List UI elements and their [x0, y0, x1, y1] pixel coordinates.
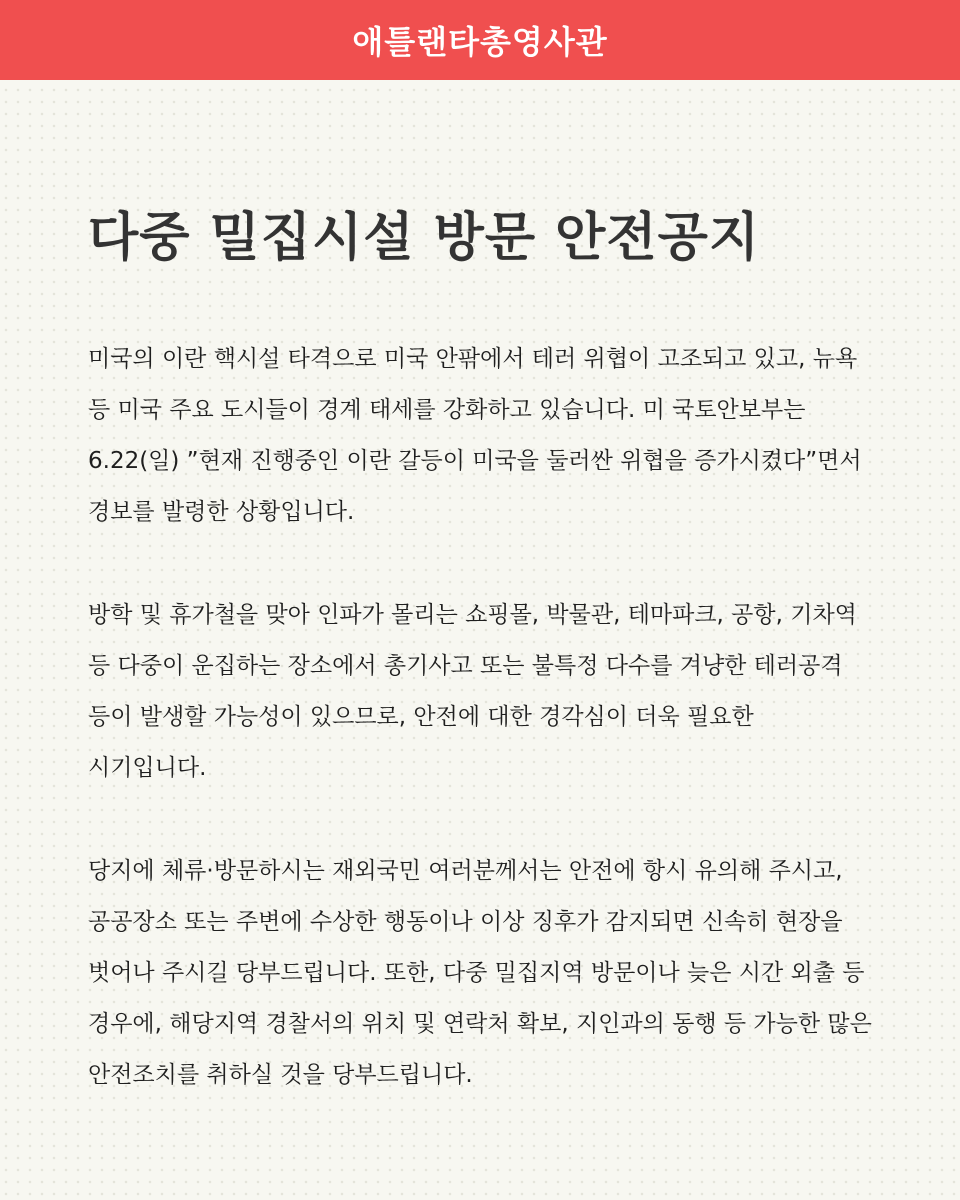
notice-paragraph-1: 미국의 이란 핵시설 타격으로 미국 안팎에서 테러 위협이 고조되고 있고, 뉴욕 등 미국 주요 도시들이 경계 태세를 강화하고 있습니다. 미 국토안보부는 6.22(일) ”현재 진행중인 이란 갈등이 미국을 둘러싼 위협을 증가시켰다”면서 경보를 발령한 상황입니다.: [88, 346, 862, 525]
notice-content: [88, 200, 872, 1101]
notice-paragraph-2: 방학 및 휴가철을 맞아 인파가 몰리는 쇼핑몰, 박물관, 테마파크, 공항, 기차역 등 다중이 운집하는 장소에서 총기사고 또는 불특정 다수를 겨냥한 테러공격 등이 발생할 가능성이 있으므로, 안전에 대한 경각심이 더욱 필요한 시기입니다.: [88, 602, 857, 781]
header-bar: [0, 0, 960, 80]
consulate-name: 애틀랜타총영사관: [352, 23, 608, 61]
notice-title: 다중 밀집시설 방문 안전공지: [88, 208, 761, 268]
notice-paragraph-3: 당지에 체류·방문하시는 재외국민 여러분께서는 안전에 항시 유의해 주시고, 공공장소 또는 주변에 수상한 행동이나 이상 징후가 감지되면 신속히 현장을 벗어나 주시길 당부드립니다. 또한, 다중 밀집지역 방문이나 늦은 시간 외출 등 경우에, 해당지역 경찰서의 위치 및 연락처 확보, 지인과의 동행 등 가능한 많은 안전조치를 취하실 것을 당부드립니다.: [88, 858, 872, 1088]
